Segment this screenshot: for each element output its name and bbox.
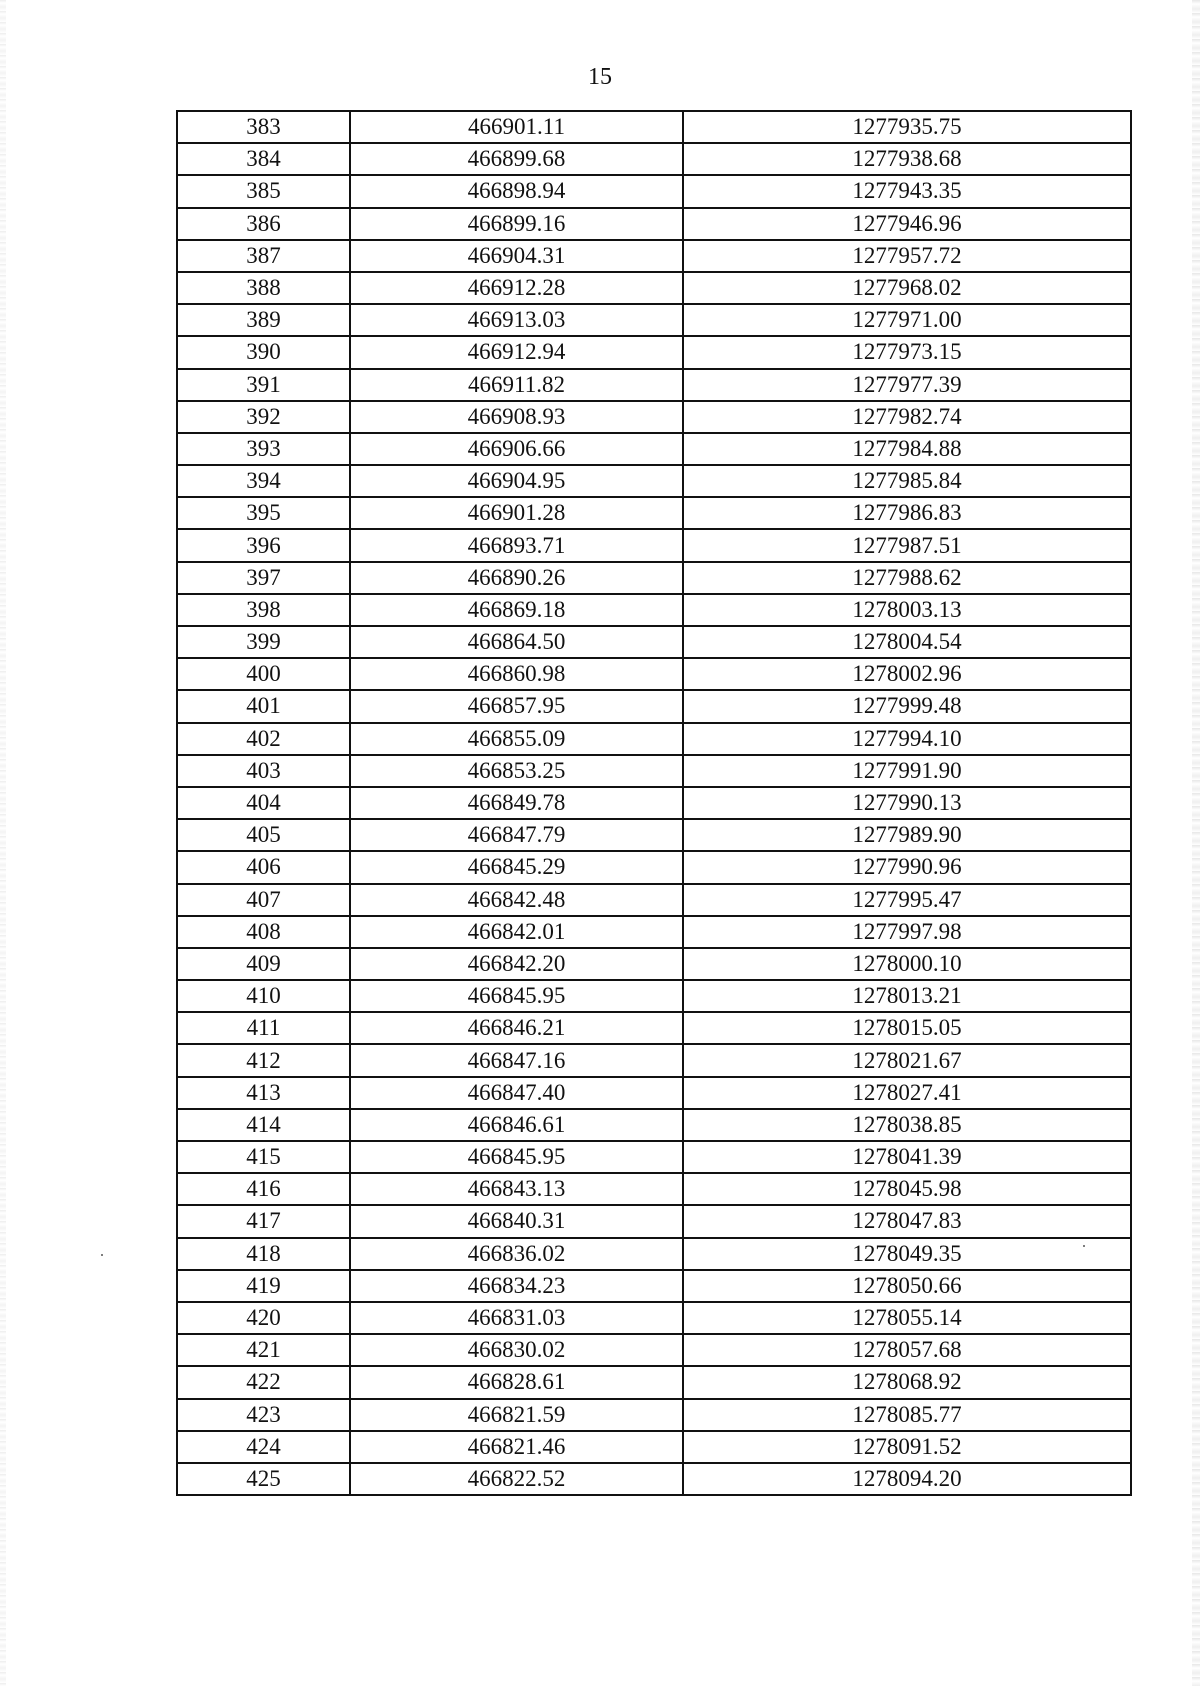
x-coordinate-cell: 466842.20 xyxy=(350,948,683,980)
y-coordinate-cell: 1278004.54 xyxy=(683,626,1131,658)
x-coordinate-cell: 466847.40 xyxy=(350,1077,683,1109)
x-coordinate-cell: 466831.03 xyxy=(350,1302,683,1334)
table-row xyxy=(177,336,1131,368)
y-coordinate-cell: 1277989.90 xyxy=(683,819,1131,851)
y-coordinate-cell: 1277982.74 xyxy=(683,401,1131,433)
y-coordinate-cell: 1278027.41 xyxy=(683,1077,1131,1109)
y-coordinate-cell: 1278013.21 xyxy=(683,980,1131,1012)
y-coordinate-cell: 1277943.35 xyxy=(683,175,1131,207)
x-coordinate-cell: 466845.29 xyxy=(350,851,683,883)
table-row xyxy=(177,369,1131,401)
y-coordinate-cell: 1277935.75 xyxy=(683,111,1131,143)
point-number-cell: 402 xyxy=(177,723,350,755)
x-coordinate-cell: 466843.13 xyxy=(350,1173,683,1205)
table-row xyxy=(177,175,1131,207)
point-number-cell: 415 xyxy=(177,1141,350,1173)
x-coordinate-cell: 466846.61 xyxy=(350,1109,683,1141)
point-number-cell: 404 xyxy=(177,787,350,819)
point-number-cell: 425 xyxy=(177,1463,350,1495)
x-coordinate-cell: 466901.28 xyxy=(350,497,683,529)
y-coordinate-cell: 1277999.48 xyxy=(683,690,1131,722)
x-coordinate-cell: 466845.95 xyxy=(350,1141,683,1173)
x-coordinate-cell: 466898.94 xyxy=(350,175,683,207)
point-number-cell: 418 xyxy=(177,1238,350,1270)
table-row xyxy=(177,1431,1131,1463)
point-number-cell: 417 xyxy=(177,1205,350,1237)
y-coordinate-cell: 1278055.14 xyxy=(683,1302,1131,1334)
table-row xyxy=(177,1399,1131,1431)
table-row xyxy=(177,272,1131,304)
table-row xyxy=(177,723,1131,755)
x-coordinate-cell: 466847.16 xyxy=(350,1044,683,1076)
point-number-cell: 419 xyxy=(177,1270,350,1302)
scan-edge-right xyxy=(1192,0,1200,1686)
x-coordinate-cell: 466853.25 xyxy=(350,755,683,787)
y-coordinate-cell: 1278038.85 xyxy=(683,1109,1131,1141)
table-row xyxy=(177,690,1131,722)
table-row xyxy=(177,562,1131,594)
x-coordinate-cell: 466857.95 xyxy=(350,690,683,722)
point-number-cell: 387 xyxy=(177,240,350,272)
table-row xyxy=(177,1270,1131,1302)
point-number-cell: 424 xyxy=(177,1431,350,1463)
point-number-cell: 401 xyxy=(177,690,350,722)
table-row xyxy=(177,755,1131,787)
y-coordinate-cell: 1277977.39 xyxy=(683,369,1131,401)
point-number-cell: 389 xyxy=(177,304,350,336)
table-row xyxy=(177,948,1131,980)
x-coordinate-cell: 466846.21 xyxy=(350,1012,683,1044)
y-coordinate-cell: 1277973.15 xyxy=(683,336,1131,368)
table-row xyxy=(177,240,1131,272)
y-coordinate-cell: 1278068.92 xyxy=(683,1366,1131,1398)
y-coordinate-cell: 1278085.77 xyxy=(683,1399,1131,1431)
point-number-cell: 391 xyxy=(177,369,350,401)
scan-speck xyxy=(101,1254,103,1256)
y-coordinate-cell: 1277990.96 xyxy=(683,851,1131,883)
x-coordinate-cell: 466836.02 xyxy=(350,1238,683,1270)
x-coordinate-cell: 466901.11 xyxy=(350,111,683,143)
table-row xyxy=(177,1012,1131,1044)
x-coordinate-cell: 466821.46 xyxy=(350,1431,683,1463)
x-coordinate-cell: 466908.93 xyxy=(350,401,683,433)
point-number-cell: 410 xyxy=(177,980,350,1012)
y-coordinate-cell: 1278047.83 xyxy=(683,1205,1131,1237)
table-row xyxy=(177,433,1131,465)
table-row xyxy=(177,851,1131,883)
table-row xyxy=(177,980,1131,1012)
x-coordinate-cell: 466906.66 xyxy=(350,433,683,465)
table-row xyxy=(177,1077,1131,1109)
table-row xyxy=(177,916,1131,948)
point-number-cell: 397 xyxy=(177,562,350,594)
table-row xyxy=(177,1173,1131,1205)
x-coordinate-cell: 466869.18 xyxy=(350,594,683,626)
point-number-cell: 399 xyxy=(177,626,350,658)
x-coordinate-cell: 466828.61 xyxy=(350,1366,683,1398)
coordinate-table-container xyxy=(176,110,1130,1496)
point-number-cell: 422 xyxy=(177,1366,350,1398)
y-coordinate-cell: 1277986.83 xyxy=(683,497,1131,529)
y-coordinate-cell: 1278041.39 xyxy=(683,1141,1131,1173)
y-coordinate-cell: 1278049.35 xyxy=(683,1238,1131,1270)
table-row xyxy=(177,111,1131,143)
scan-edge-left xyxy=(0,0,6,1686)
y-coordinate-cell: 1278015.05 xyxy=(683,1012,1131,1044)
x-coordinate-cell: 466899.68 xyxy=(350,143,683,175)
point-number-cell: 407 xyxy=(177,884,350,916)
point-number-cell: 414 xyxy=(177,1109,350,1141)
x-coordinate-cell: 466840.31 xyxy=(350,1205,683,1237)
y-coordinate-cell: 1277994.10 xyxy=(683,723,1131,755)
y-coordinate-cell: 1278091.52 xyxy=(683,1431,1131,1463)
y-coordinate-cell: 1277968.02 xyxy=(683,272,1131,304)
point-number-cell: 388 xyxy=(177,272,350,304)
point-number-cell: 390 xyxy=(177,336,350,368)
x-coordinate-cell: 466912.28 xyxy=(350,272,683,304)
table-row xyxy=(177,304,1131,336)
y-coordinate-cell: 1277985.84 xyxy=(683,465,1131,497)
table-row xyxy=(177,497,1131,529)
point-number-cell: 392 xyxy=(177,401,350,433)
x-coordinate-cell: 466899.16 xyxy=(350,208,683,240)
point-number-cell: 398 xyxy=(177,594,350,626)
point-number-cell: 393 xyxy=(177,433,350,465)
coordinate-table xyxy=(176,110,1132,1496)
table-row xyxy=(177,1238,1131,1270)
table-row xyxy=(177,787,1131,819)
table-row xyxy=(177,208,1131,240)
y-coordinate-cell: 1278003.13 xyxy=(683,594,1131,626)
x-coordinate-cell: 466913.03 xyxy=(350,304,683,336)
point-number-cell: 408 xyxy=(177,916,350,948)
point-number-cell: 383 xyxy=(177,111,350,143)
point-number-cell: 416 xyxy=(177,1173,350,1205)
table-row xyxy=(177,1141,1131,1173)
y-coordinate-cell: 1277946.96 xyxy=(683,208,1131,240)
point-number-cell: 413 xyxy=(177,1077,350,1109)
point-number-cell: 385 xyxy=(177,175,350,207)
x-coordinate-cell: 466821.59 xyxy=(350,1399,683,1431)
x-coordinate-cell: 466845.95 xyxy=(350,980,683,1012)
table-row xyxy=(177,1463,1131,1495)
y-coordinate-cell: 1277987.51 xyxy=(683,529,1131,561)
y-coordinate-cell: 1278050.66 xyxy=(683,1270,1131,1302)
point-number-cell: 403 xyxy=(177,755,350,787)
y-coordinate-cell: 1277991.90 xyxy=(683,755,1131,787)
table-row xyxy=(177,594,1131,626)
y-coordinate-cell: 1278045.98 xyxy=(683,1173,1131,1205)
table-row xyxy=(177,819,1131,851)
table-row xyxy=(177,1044,1131,1076)
x-coordinate-cell: 466855.09 xyxy=(350,723,683,755)
x-coordinate-cell: 466904.95 xyxy=(350,465,683,497)
point-number-cell: 411 xyxy=(177,1012,350,1044)
x-coordinate-cell: 466860.98 xyxy=(350,658,683,690)
y-coordinate-cell: 1277984.88 xyxy=(683,433,1131,465)
table-row xyxy=(177,465,1131,497)
table-row xyxy=(177,1302,1131,1334)
x-coordinate-cell: 466912.94 xyxy=(350,336,683,368)
x-coordinate-cell: 466911.82 xyxy=(350,369,683,401)
table-row xyxy=(177,1334,1131,1366)
table-row xyxy=(177,1205,1131,1237)
table-row xyxy=(177,401,1131,433)
x-coordinate-cell: 466890.26 xyxy=(350,562,683,594)
table-row xyxy=(177,658,1131,690)
y-coordinate-cell: 1277997.98 xyxy=(683,916,1131,948)
table-row xyxy=(177,143,1131,175)
point-number-cell: 400 xyxy=(177,658,350,690)
y-coordinate-cell: 1277938.68 xyxy=(683,143,1131,175)
table-row xyxy=(177,1109,1131,1141)
table-row xyxy=(177,626,1131,658)
point-number-cell: 421 xyxy=(177,1334,350,1366)
x-coordinate-cell: 466834.23 xyxy=(350,1270,683,1302)
y-coordinate-cell: 1278094.20 xyxy=(683,1463,1131,1495)
table-row xyxy=(177,529,1131,561)
point-number-cell: 386 xyxy=(177,208,350,240)
y-coordinate-cell: 1277988.62 xyxy=(683,562,1131,594)
point-number-cell: 396 xyxy=(177,529,350,561)
x-coordinate-cell: 466849.78 xyxy=(350,787,683,819)
x-coordinate-cell: 466904.31 xyxy=(350,240,683,272)
point-number-cell: 409 xyxy=(177,948,350,980)
point-number-cell: 395 xyxy=(177,497,350,529)
page-number: 15 xyxy=(588,64,612,90)
point-number-cell: 406 xyxy=(177,851,350,883)
point-number-cell: 384 xyxy=(177,143,350,175)
x-coordinate-cell: 466830.02 xyxy=(350,1334,683,1366)
y-coordinate-cell: 1278002.96 xyxy=(683,658,1131,690)
y-coordinate-cell: 1277971.00 xyxy=(683,304,1131,336)
y-coordinate-cell: 1278000.10 xyxy=(683,948,1131,980)
point-number-cell: 420 xyxy=(177,1302,350,1334)
x-coordinate-cell: 466822.52 xyxy=(350,1463,683,1495)
point-number-cell: 394 xyxy=(177,465,350,497)
point-number-cell: 405 xyxy=(177,819,350,851)
y-coordinate-cell: 1277995.47 xyxy=(683,884,1131,916)
y-coordinate-cell: 1277990.13 xyxy=(683,787,1131,819)
point-number-cell: 423 xyxy=(177,1399,350,1431)
y-coordinate-cell: 1278021.67 xyxy=(683,1044,1131,1076)
table-row xyxy=(177,1366,1131,1398)
x-coordinate-cell: 466847.79 xyxy=(350,819,683,851)
x-coordinate-cell: 466893.71 xyxy=(350,529,683,561)
y-coordinate-cell: 1277957.72 xyxy=(683,240,1131,272)
y-coordinate-cell: 1278057.68 xyxy=(683,1334,1131,1366)
x-coordinate-cell: 466864.50 xyxy=(350,626,683,658)
x-coordinate-cell: 466842.01 xyxy=(350,916,683,948)
x-coordinate-cell: 466842.48 xyxy=(350,884,683,916)
table-row xyxy=(177,884,1131,916)
point-number-cell: 412 xyxy=(177,1044,350,1076)
coordinate-table-body xyxy=(177,111,1131,1495)
